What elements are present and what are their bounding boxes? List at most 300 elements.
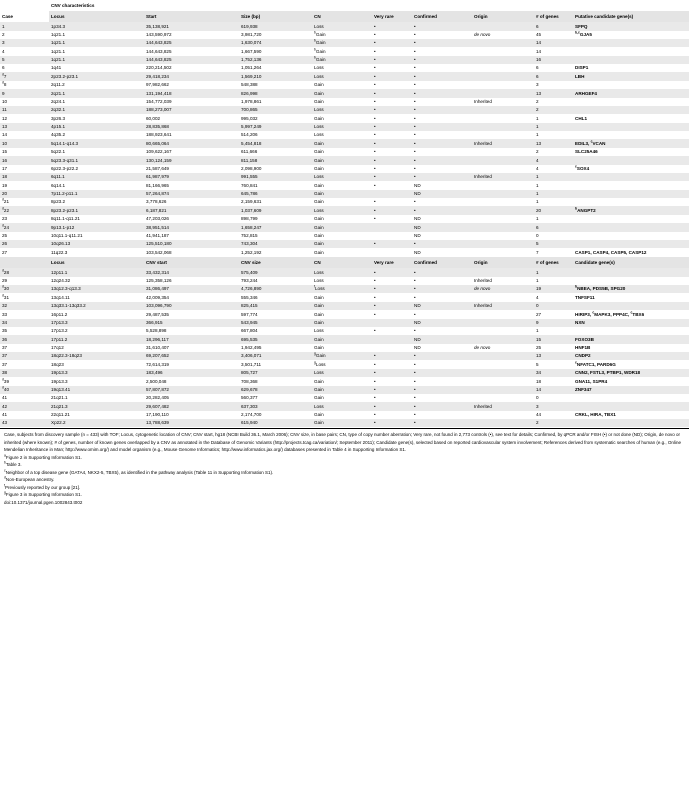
case-cell: 20 (0, 190, 49, 198)
case-cell: 32 (0, 302, 49, 310)
genes-count-cell: 18 (536, 378, 542, 384)
genes-count-cell: 6 (536, 65, 539, 71)
very-rare-cell: • (374, 165, 376, 171)
confirmed-cell: • (414, 328, 416, 334)
start-cell: 131,194,418 (144, 89, 239, 97)
cn-cell: Loss (312, 173, 372, 181)
candidate-genes-cell (573, 223, 689, 231)
locus-cell: 2q24.1 (51, 98, 66, 104)
table-row (0, 215, 689, 223)
case-cell: 11 (0, 106, 49, 114)
case-cell: 16 (0, 156, 49, 164)
origin-cell (472, 319, 534, 327)
size-cell: 825,415 (239, 302, 312, 310)
size-cell: 3,501,711 (241, 361, 262, 367)
very-rare-cell: • (374, 98, 376, 104)
genes-count-cell: 0 (534, 302, 573, 310)
very-rare-cell: • (372, 156, 412, 164)
genes-count-cell: 2 (534, 419, 573, 427)
locus-cell: 10q11.1-q11.21 (51, 232, 83, 238)
footnote-marker: b (314, 47, 316, 52)
cn-cell: Gain (314, 412, 324, 418)
case-cell: $^d$31 (2, 293, 10, 300)
cn-cell: $^g$Loss (314, 360, 326, 367)
start-cell: 5,528,898 (146, 328, 167, 334)
case-cell: 10 (0, 139, 49, 147)
locus-cell: 19p13.3 (51, 378, 68, 384)
cn-cell: Gain (314, 345, 324, 351)
very-rare-cell (372, 319, 412, 327)
very-rare-cell: • (372, 419, 412, 427)
start-cell: 29,487,535 (146, 311, 169, 317)
genes-count-cell: 19 (534, 285, 573, 293)
candidate-genes-cell (573, 198, 689, 206)
very-rare-cell: • (372, 386, 412, 394)
table-row (0, 64, 689, 72)
very-rare-cell: • (372, 89, 412, 97)
origin-cell (472, 148, 534, 156)
candidate-genes-cell: LBH (573, 72, 689, 80)
origin-cell: Inherited (472, 302, 534, 310)
start-cell: 35,138,921 (144, 22, 239, 30)
origin-cell (472, 386, 534, 394)
case-cell: 17 (2, 165, 8, 171)
footnote-marker: b (575, 206, 578, 211)
size-cell: 611,666 (241, 149, 258, 155)
very-rare-cell: • (372, 402, 412, 410)
table-row (0, 386, 689, 394)
start-cell: 80,665,064 (144, 139, 239, 147)
genes-count-cell: 1 (534, 268, 573, 276)
genes-count-cell: 1 (536, 216, 539, 222)
cn-cell: Gain (314, 311, 324, 317)
locus-cell: 2p23.2-p23.1 (49, 72, 144, 80)
candidate-genes-cell: EDIL3, $^c$VCAN (573, 139, 689, 147)
genes-count-cell: 4 (536, 165, 539, 171)
size-cell: 1,630,074 (239, 39, 312, 47)
footnote-marker: f (314, 285, 315, 289)
very-rare-cell: • (374, 31, 376, 37)
origin-cell (472, 64, 534, 72)
start-cell: 3,778,626 (146, 199, 167, 205)
confirmed-cell: • (414, 132, 416, 138)
locus-cell: 22q11.21 (51, 412, 70, 418)
table-row (0, 31, 689, 39)
very-rare-cell: • (372, 268, 412, 276)
candidate-genes-cell (573, 123, 689, 131)
case-cell: 26 (0, 240, 49, 248)
genes-count-cell: 7 (536, 249, 539, 255)
very-rare-cell: • (372, 139, 412, 147)
origin-cell (472, 190, 534, 198)
genes-count-cell: 1 (536, 278, 539, 284)
header-row-group (0, 0, 689, 11)
size-cell: 793,244 (241, 278, 258, 284)
genes-count-cell: 25 (536, 345, 542, 351)
footnote-marker: b (4, 460, 6, 465)
origin-cell (472, 47, 534, 55)
footnote-marker: b (575, 285, 578, 289)
genes-count-cell: 13 (534, 352, 573, 360)
cn-cell: Gain (312, 240, 372, 248)
case-cell: 5 (0, 56, 49, 64)
table-row (0, 302, 689, 310)
size-cell: 898,799 (241, 216, 258, 222)
case-cell: 6 (2, 65, 5, 71)
origin-cell (472, 248, 534, 256)
genes-count-cell: 6 (534, 22, 573, 30)
column-header: CNV size (239, 257, 312, 269)
origin-cell (472, 206, 534, 214)
locus-cell: 7p11.2-p11.1 (49, 190, 144, 198)
column-header: Size (bp) (239, 11, 312, 23)
locus-cell: 6q14.1 (51, 182, 66, 188)
locus-cell: 5q23.3-q31.1 (49, 156, 144, 164)
candidate-genes-cell: FOXO3B (573, 335, 689, 343)
origin-cell (472, 223, 534, 231)
candidate-genes-cell: GNA11, S1PR4 (575, 378, 608, 384)
locus-cell: 1q21.1 (49, 56, 144, 64)
footnote-marker: b (314, 30, 316, 35)
footnote-marker: d (2, 223, 4, 228)
table-row (0, 148, 689, 156)
case-cell: $^d$39 (2, 377, 10, 384)
case-cell: 29 (2, 278, 8, 284)
case-cell: 42 (0, 402, 49, 410)
table-row (0, 285, 689, 293)
genes-count-cell: 20 (534, 206, 573, 214)
table-row (0, 352, 689, 360)
size-cell: 826,998 (239, 89, 312, 97)
candidate-genes-cell (573, 215, 689, 223)
case-cell: $^d$8 (2, 80, 7, 88)
start-cell: 220,214,502 (146, 65, 172, 71)
genes-count-cell: 1 (536, 328, 539, 334)
confirmed-cell: • (412, 268, 472, 276)
case-cell: 13 (0, 123, 49, 131)
case-cell: 35 (2, 328, 8, 334)
table-row (0, 277, 689, 285)
origin-cell (472, 56, 534, 64)
start-cell: 60,002 (146, 115, 161, 121)
case-cell: 27 (2, 249, 8, 255)
very-rare-cell: • (374, 328, 376, 334)
footnote-marker: c (4, 468, 6, 473)
start-cell: 57,264,874 (144, 190, 239, 198)
candidate-genes-cell (573, 106, 689, 114)
start-cell: 33,432,314 (144, 268, 239, 276)
locus-cell: 6q11.1 (49, 173, 144, 181)
origin-cell (472, 81, 534, 89)
size-cell: 4,726,890 (239, 285, 312, 293)
table-row (0, 114, 689, 122)
footnote-marker: d (2, 268, 4, 273)
footnote-marker: c (592, 310, 595, 315)
table-row (0, 240, 689, 248)
case-cell: 41 (2, 412, 8, 418)
table-row (0, 190, 689, 198)
genes-count-cell: 6 (534, 223, 573, 231)
candidate-genes-cell: SLC25A46 (575, 149, 598, 155)
candidate-genes-cell: CASP1, CASP4, CASP5, CASP12 (575, 249, 647, 255)
genes-count-cell: 44 (536, 412, 542, 418)
candidate-genes-cell: ARHGEF4 (573, 89, 689, 97)
origin-cell (472, 411, 534, 419)
very-rare-cell: • (372, 285, 412, 293)
footnote-marker: c (590, 139, 593, 144)
footnote-marker: b (314, 38, 316, 43)
very-rare-cell: • (372, 22, 412, 30)
locus-cell: 8q11.1-q11.21 (51, 216, 80, 222)
case-header-continued (0, 257, 49, 269)
very-rare-cell (372, 190, 412, 198)
table-row (0, 369, 689, 377)
genes-count-cell: 6 (534, 72, 573, 80)
genes-count-cell: 1 (534, 190, 573, 198)
start-cell: 18,296,117 (144, 335, 239, 343)
footnote-marker: d (2, 206, 4, 211)
size-cell: 514,206 (241, 132, 258, 138)
start-cell: 41,941,187 (146, 232, 169, 238)
cn-cell: Gain (314, 182, 324, 188)
table-row (0, 22, 689, 30)
cn-cell: Loss (312, 369, 372, 377)
cn-cell: $^f$Loss (312, 285, 372, 293)
origin-cell (472, 293, 534, 301)
cn-cell: Gain (312, 386, 372, 394)
origin-cell (472, 377, 534, 385)
size-cell: 991,555 (239, 173, 312, 181)
origin-cell (472, 181, 534, 189)
confirmed-cell: ND (412, 223, 472, 231)
candidate-genes-cell: HIRIP3, $^c$MAPK3, PPP4C, $^c$TBX6 (575, 310, 645, 317)
origin-cell (472, 232, 534, 240)
header-row-continued (0, 257, 689, 269)
genes-count-cell: 1 (536, 199, 539, 205)
case-cell: 43 (0, 419, 49, 427)
cn-cell: Gain (312, 419, 372, 427)
size-cell: 805,727 (239, 369, 312, 377)
candidate-genes-cell (573, 302, 689, 310)
cn-cell: Loss (314, 328, 324, 334)
size-cell: 5,997,249 (239, 123, 312, 131)
locus-cell: 2q32.1 (49, 106, 144, 114)
size-cell: 811,158 (239, 156, 312, 164)
candidate-genes-cell: $^b$NBEA, PDS5B, SPG20 (573, 285, 689, 293)
very-rare-cell: • (372, 240, 412, 248)
table-row (0, 81, 689, 89)
locus-cell: 4p15.1 (49, 123, 144, 131)
start-cell: 42,009,354 (146, 294, 169, 300)
origin-cell (472, 369, 534, 377)
start-cell: 103,542,068 (146, 249, 172, 255)
cn-cell: $^b$Gain (312, 39, 372, 47)
confirmed-cell: • (412, 72, 472, 80)
table-row (0, 123, 689, 131)
genes-count-cell: 13 (534, 89, 573, 97)
column-header: Confirmed (412, 257, 472, 269)
table-row (0, 56, 689, 64)
footnote-item: $^f$Previously reported by our group [21]. (4, 483, 81, 490)
very-rare-cell (372, 232, 412, 240)
cn-cell: Loss (312, 206, 372, 214)
candidate-genes-cell (573, 394, 689, 402)
cn-cell: Gain (312, 302, 372, 310)
footnote-item: $^c$Neighbor of a top disease gene (GATA4, NKX2-5, TBX5), as identified in the pathway analysis (Table 11 in Supporting Information S1). (4, 468, 274, 475)
size-cell: 743,304 (239, 240, 312, 248)
cn-cell: Loss (314, 132, 324, 138)
very-rare-cell: • (374, 361, 376, 367)
very-rare-cell: • (372, 206, 412, 214)
column-header: Very rare (372, 257, 412, 269)
confirmed-cell: • (414, 149, 416, 155)
very-rare-cell: • (372, 56, 412, 64)
confirmed-cell: • (412, 22, 472, 30)
case-cell: $^d$7 (0, 72, 49, 80)
table-row (0, 139, 689, 147)
start-cell: 188,273,007 (144, 106, 239, 114)
locus-cell: 13q12.3-q13.3 (49, 285, 144, 293)
start-cell: 183,496 (144, 369, 239, 377)
column-header: CNV start (144, 257, 239, 269)
cn-cell: Gain (314, 378, 324, 384)
confirmed-cell: • (414, 294, 416, 300)
case-cell: 10 (2, 98, 8, 104)
size-cell: 548,388 (241, 82, 258, 88)
start-cell: 28,835,868 (144, 123, 239, 131)
candidate-genes-cell (573, 277, 689, 285)
candidate-genes-cell: TNFSF11 (575, 294, 595, 300)
case-cell: 38 (0, 369, 49, 377)
start-cell: 13,788,639 (144, 419, 239, 427)
table-row (0, 377, 689, 385)
footnote-marker: c (630, 310, 633, 315)
table-row (0, 360, 689, 368)
locus-cell: 2q11.2 (51, 82, 65, 88)
confirmed-cell: • (414, 412, 416, 418)
confirmed-cell: • (412, 173, 472, 181)
very-rare-cell: • (374, 412, 376, 418)
table-row (0, 223, 689, 231)
confirmed-cell: • (412, 89, 472, 97)
case-cell: 37 (2, 345, 8, 351)
origin-cell (472, 198, 534, 206)
table-row (0, 335, 689, 343)
table-row (0, 402, 689, 410)
start-cell: 61,987,979 (144, 173, 239, 181)
case-cell: 19 (2, 182, 8, 188)
size-cell: 3,981,720 (241, 31, 262, 37)
column-header: # of genes (534, 257, 573, 269)
very-rare-cell: • (374, 115, 376, 121)
locus-cell: 11q22.3 (51, 249, 68, 255)
confirmed-cell: • (414, 31, 416, 37)
case-cell: 34 (0, 319, 49, 327)
confirmed-cell: • (414, 48, 416, 54)
candidate-genes-cell (573, 98, 689, 106)
candidate-genes-cell: CNDP2 (573, 352, 689, 360)
start-cell: 29,418,234 (144, 72, 239, 80)
start-cell: 103,096,790 (144, 302, 239, 310)
case-cell: 1 (0, 22, 49, 30)
size-cell: 645,786 (239, 190, 312, 198)
table-row (0, 248, 689, 256)
start-cell: 21,587,649 (146, 165, 169, 171)
footnote-marker: d (2, 293, 4, 298)
origin-cell (472, 215, 534, 223)
footnote-marker: d (2, 80, 4, 85)
table-row (0, 131, 689, 139)
confirmed-cell: ND (414, 232, 421, 238)
cn-cell: $^b$Gain (314, 30, 326, 37)
cn-cell: Gain (312, 190, 372, 198)
case-cell: 14 (2, 132, 8, 138)
very-rare-cell: • (374, 216, 376, 222)
very-rare-cell: • (372, 39, 412, 47)
confirmed-cell: • (412, 39, 472, 47)
confirmed-cell: • (412, 156, 472, 164)
confirmed-cell: ND (412, 302, 472, 310)
candidate-genes-cell: $^b$ANGPT2 (573, 206, 689, 214)
locus-cell: 2q21.1 (49, 89, 144, 97)
footnote-doi: doi:10.1371/journal.pgen.1002843.t002 (4, 499, 83, 505)
size-cell: 555,346 (241, 294, 258, 300)
footnote-marker: b,c (575, 30, 580, 35)
start-cell: 109,622,167 (146, 149, 172, 155)
confirmed-cell: • (414, 378, 416, 384)
origin-cell (472, 165, 534, 173)
start-cell: 144,643,825 (144, 39, 239, 47)
origin-cell (472, 352, 534, 360)
table-row (0, 181, 689, 189)
confirmed-cell: ND (414, 182, 421, 188)
column-header: Locus (49, 11, 144, 23)
locus-cell: 1q21.1 (49, 39, 144, 47)
origin-cell (472, 240, 534, 248)
size-cell: 543,945 (239, 319, 312, 327)
confirmed-cell: • (414, 65, 416, 71)
column-header: CN (312, 11, 372, 23)
cn-cell: Loss (312, 402, 372, 410)
footnote-marker: b (314, 55, 316, 60)
origin-cell (472, 39, 534, 47)
cn-cell: Loss (312, 106, 372, 114)
locus-cell: 19p13.3 (49, 369, 144, 377)
very-rare-cell: • (372, 369, 412, 377)
start-cell: 154,772,039 (146, 98, 172, 104)
cn-cell: Gain (312, 89, 372, 97)
size-cell: 995,032 (241, 115, 258, 121)
cnv-characteristics-header: CNV characteristics (49, 0, 689, 11)
size-cell: 1,752,136 (239, 56, 312, 64)
confirmed-cell: ND (414, 249, 421, 255)
locus-cell: 19q13.41 (49, 386, 144, 394)
locus-cell: 1q41 (51, 65, 62, 71)
cn-cell: Loss (314, 278, 324, 284)
genes-count-cell: 9 (534, 319, 573, 327)
locus-cell: 12p11.1 (49, 268, 144, 276)
candidate-genes-cell (573, 181, 689, 189)
table-row (0, 394, 689, 402)
origin-cell: Inherited (472, 402, 534, 410)
table-row (0, 419, 689, 427)
case-cell: 37 (0, 352, 49, 360)
start-cell: 130,124,159 (144, 156, 239, 164)
locus-cell: 5q14.1-q14.3 (49, 139, 144, 147)
table-footnotes (4, 431, 687, 506)
size-cell: 575,409 (239, 268, 312, 276)
origin-cell: Inherited (472, 139, 534, 147)
